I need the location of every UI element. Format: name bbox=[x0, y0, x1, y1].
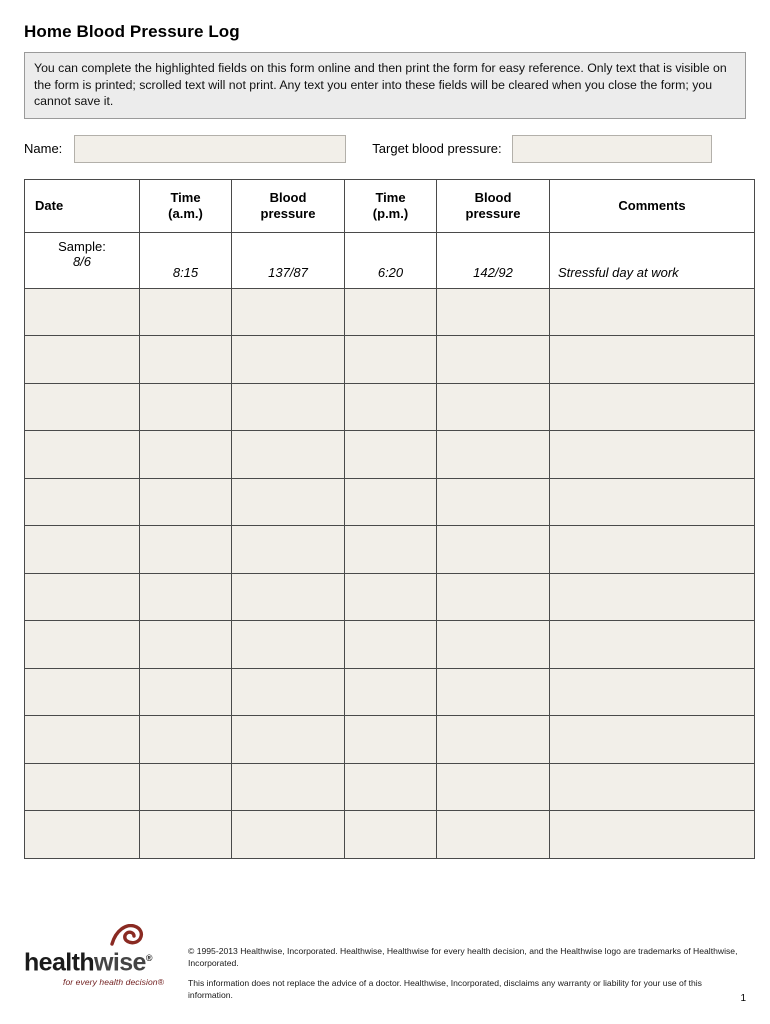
sample-label: Sample: bbox=[58, 238, 106, 254]
cell-time-am[interactable] bbox=[140, 336, 232, 384]
cell-comments[interactable] bbox=[550, 621, 755, 669]
table-row bbox=[25, 336, 755, 384]
page-footer bbox=[24, 932, 746, 1010]
cell-date[interactable] bbox=[25, 478, 140, 526]
cell-comments[interactable] bbox=[550, 336, 755, 384]
cell-bp-am[interactable] bbox=[232, 478, 345, 526]
sample-bp-am: 137/87 bbox=[232, 232, 345, 288]
cell-bp-am[interactable] bbox=[232, 621, 345, 669]
logo-health: health bbox=[24, 948, 95, 977]
cell-bp-am[interactable] bbox=[232, 526, 345, 574]
cell-bp-pm[interactable] bbox=[437, 431, 550, 479]
sample-date-cell bbox=[25, 232, 140, 288]
cell-bp-am[interactable] bbox=[232, 573, 345, 621]
cell-bp-am[interactable] bbox=[232, 811, 345, 859]
cell-date[interactable] bbox=[25, 573, 140, 621]
logo-wise: wise bbox=[94, 948, 146, 977]
cell-bp-am[interactable] bbox=[232, 668, 345, 716]
page-number: 1 bbox=[740, 993, 746, 1004]
cell-bp-pm[interactable] bbox=[437, 336, 550, 384]
cell-comments[interactable] bbox=[550, 668, 755, 716]
table-row bbox=[25, 716, 755, 764]
cell-time-am[interactable] bbox=[140, 526, 232, 574]
cell-bp-pm[interactable] bbox=[437, 716, 550, 764]
cell-bp-pm[interactable] bbox=[437, 811, 550, 859]
cell-bp-pm[interactable] bbox=[437, 763, 550, 811]
table-row bbox=[25, 668, 755, 716]
cell-bp-am[interactable] bbox=[232, 288, 345, 336]
name-input[interactable] bbox=[74, 135, 346, 163]
table-header-row bbox=[25, 179, 755, 232]
sample-date-value: 8/6 bbox=[72, 253, 92, 269]
cell-time-am[interactable] bbox=[140, 811, 232, 859]
table-body bbox=[25, 232, 755, 858]
cell-date[interactable] bbox=[25, 811, 140, 859]
table-row bbox=[25, 526, 755, 574]
table-row bbox=[25, 573, 755, 621]
cell-date[interactable] bbox=[25, 526, 140, 574]
form-fields-row bbox=[24, 135, 746, 163]
cell-comments[interactable] bbox=[550, 573, 755, 621]
sample-time-pm: 6:20 bbox=[345, 232, 437, 288]
logo-tagline: for every health decision® bbox=[63, 976, 164, 987]
cell-time-am[interactable] bbox=[140, 763, 232, 811]
cell-time-am[interactable] bbox=[140, 431, 232, 479]
cell-time-pm[interactable] bbox=[345, 478, 437, 526]
column-header-bp-pm-line1: Blood bbox=[474, 189, 512, 205]
cell-comments[interactable] bbox=[550, 288, 755, 336]
cell-bp-pm[interactable] bbox=[437, 478, 550, 526]
healthwise-logo bbox=[24, 932, 164, 986]
table-row-sample bbox=[25, 232, 755, 288]
cell-date[interactable] bbox=[25, 621, 140, 669]
cell-comments[interactable] bbox=[550, 383, 755, 431]
column-header-date: Date bbox=[25, 179, 140, 232]
cell-time-pm[interactable] bbox=[345, 288, 437, 336]
column-header-time-pm-line2: (p.m.) bbox=[372, 205, 409, 221]
sample-comments: Stressful day at work bbox=[550, 232, 755, 288]
cell-bp-pm[interactable] bbox=[437, 668, 550, 716]
table-row bbox=[25, 383, 755, 431]
cell-bp-pm[interactable] bbox=[437, 573, 550, 621]
cell-time-pm[interactable] bbox=[345, 573, 437, 621]
cell-time-am[interactable] bbox=[140, 621, 232, 669]
cell-time-pm[interactable] bbox=[345, 431, 437, 479]
cell-time-pm[interactable] bbox=[345, 763, 437, 811]
table-row bbox=[25, 288, 755, 336]
cell-time-am[interactable] bbox=[140, 383, 232, 431]
column-header-time-am-line1: Time bbox=[170, 189, 201, 205]
legal-text bbox=[164, 932, 746, 1010]
cell-time-am[interactable] bbox=[140, 288, 232, 336]
cell-date[interactable] bbox=[25, 383, 140, 431]
column-header-time-pm-line1: Time bbox=[375, 189, 406, 205]
cell-date[interactable] bbox=[25, 336, 140, 384]
cell-bp-am[interactable] bbox=[232, 763, 345, 811]
sample-bp-pm: 142/92 bbox=[437, 232, 550, 288]
cell-time-am[interactable] bbox=[140, 716, 232, 764]
cell-comments[interactable] bbox=[550, 526, 755, 574]
cell-time-pm[interactable] bbox=[345, 621, 437, 669]
cell-comments[interactable] bbox=[550, 763, 755, 811]
cell-time-am[interactable] bbox=[140, 573, 232, 621]
column-header-time-am-line2: (a.m.) bbox=[168, 205, 203, 221]
table-row bbox=[25, 478, 755, 526]
column-header-time-am bbox=[140, 179, 232, 232]
cell-time-am[interactable] bbox=[140, 478, 232, 526]
table-row bbox=[25, 621, 755, 669]
healthwise-wordmark bbox=[24, 946, 164, 975]
copyright-text: © 1995-2013 Healthwise, Incorporated. Healthwise, Healthwise for every health decision, and the Healthwise logo are trademarks of Healthwise, Incorporated. bbox=[188, 946, 738, 968]
cell-bp-am[interactable] bbox=[232, 716, 345, 764]
column-header-bp-am-line2: pressure bbox=[260, 205, 316, 221]
cell-date[interactable] bbox=[25, 431, 140, 479]
cell-bp-pm[interactable] bbox=[437, 288, 550, 336]
cell-bp-am[interactable] bbox=[232, 431, 345, 479]
cell-comments[interactable] bbox=[550, 811, 755, 859]
blood-pressure-log-table bbox=[24, 179, 755, 859]
cell-time-pm[interactable] bbox=[345, 668, 437, 716]
cell-comments[interactable] bbox=[550, 716, 755, 764]
cell-bp-am[interactable] bbox=[232, 336, 345, 384]
target-bp-input[interactable] bbox=[512, 135, 712, 163]
cell-time-pm[interactable] bbox=[345, 811, 437, 859]
cell-time-am[interactable] bbox=[140, 668, 232, 716]
cell-comments[interactable] bbox=[550, 478, 755, 526]
cell-date[interactable] bbox=[25, 763, 140, 811]
instructions-notice: You can complete the highlighted fields on this form online and then print the form for easy reference. Only text that is visible on the form is printed; scrolled text will not print. Any text you enter into these fields will be cleared when you close the form; you cannot save it. bbox=[24, 52, 746, 119]
cell-comments[interactable] bbox=[550, 431, 755, 479]
table-row bbox=[25, 763, 755, 811]
page-title: Home Blood Pressure Log bbox=[24, 22, 240, 41]
table-row bbox=[25, 811, 755, 859]
cell-time-pm[interactable] bbox=[345, 716, 437, 764]
cell-bp-pm[interactable] bbox=[437, 383, 550, 431]
column-header-bp-am bbox=[232, 179, 345, 232]
table-header bbox=[25, 179, 755, 232]
cell-bp-am[interactable] bbox=[232, 383, 345, 431]
column-header-bp-pm-line2: pressure bbox=[465, 205, 521, 221]
cell-time-pm[interactable] bbox=[345, 383, 437, 431]
logo-registered-mark: ® bbox=[145, 953, 152, 964]
disclaimer-text: This information does not replace the advice of a doctor. Healthwise, Incorporated, disclaims any warranty or liability for your use of this information. bbox=[188, 978, 702, 1000]
column-header-bp-am-line1: Blood bbox=[269, 189, 307, 205]
cell-bp-pm[interactable] bbox=[437, 526, 550, 574]
table-row bbox=[25, 431, 755, 479]
column-header-bp-pm bbox=[437, 179, 550, 232]
name-label: Name: bbox=[24, 141, 63, 157]
cell-bp-pm[interactable] bbox=[437, 621, 550, 669]
sample-time-am: 8:15 bbox=[140, 232, 232, 288]
cell-date[interactable] bbox=[25, 288, 140, 336]
cell-date[interactable] bbox=[25, 668, 140, 716]
target-bp-label: Target blood pressure: bbox=[372, 141, 502, 157]
cell-date[interactable] bbox=[25, 716, 140, 764]
column-header-comments: Comments bbox=[550, 179, 755, 232]
cell-time-pm[interactable] bbox=[345, 336, 437, 384]
swoosh-icon bbox=[110, 924, 146, 946]
column-header-time-pm bbox=[345, 179, 437, 232]
cell-time-pm[interactable] bbox=[345, 526, 437, 574]
